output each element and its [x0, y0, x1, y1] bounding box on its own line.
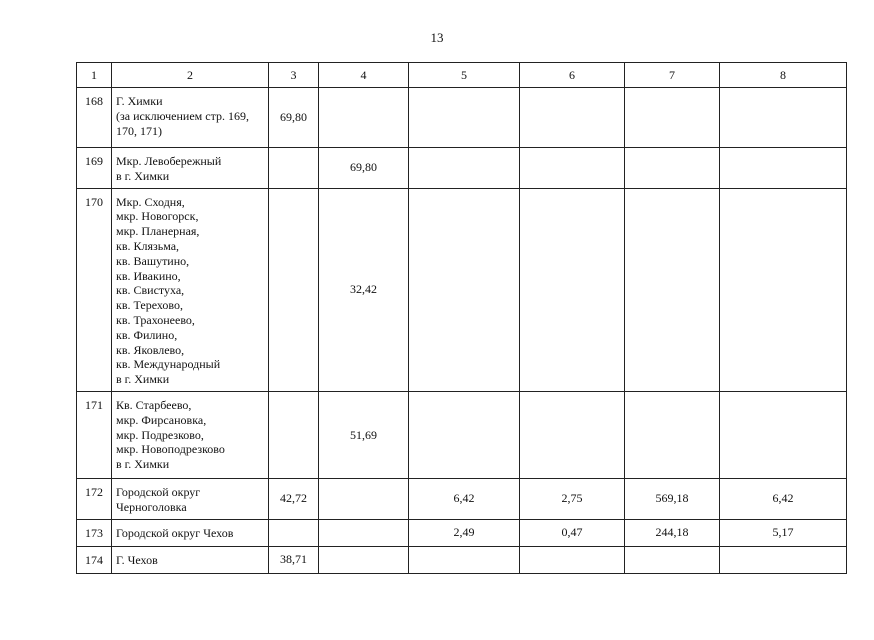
table-row [77, 88, 847, 148]
column-header-2: 2 [112, 63, 269, 88]
territory-name-line: кв. Трахонеево, [116, 312, 195, 327]
value-cell-c3 [269, 148, 319, 189]
value-cell-c3 [269, 391, 319, 478]
data-table [76, 62, 847, 574]
table-row [77, 519, 847, 546]
territory-name-line: мкр. Подрезково, [116, 427, 204, 442]
table-row [77, 478, 847, 519]
value-cell-c6 [520, 391, 625, 478]
value-cell-c3 [269, 188, 319, 391]
row-number: 171 [77, 391, 112, 478]
row-number: 169 [77, 148, 112, 189]
column-header-7: 7 [625, 63, 720, 88]
territory-name-line: кв. Яковлево, [116, 342, 185, 357]
territory-name [112, 391, 269, 478]
territory-name-line: в г. Химки [116, 457, 170, 472]
territory-name-line: Мкр. Сходня, [116, 194, 185, 209]
value-cell-c3 [269, 519, 319, 546]
value-cell-c6: 2,75 [520, 478, 625, 519]
territory-name-line: кв. Ивакино, [116, 268, 181, 283]
value-cell-c4: 69,80 [319, 148, 409, 189]
value-cell-c4 [319, 519, 409, 546]
value-cell-c5 [409, 88, 520, 148]
table-row [77, 188, 847, 391]
column-header-6: 6 [520, 63, 625, 88]
value-cell-c8 [720, 88, 847, 148]
table-row [77, 391, 847, 478]
territory-name-line: Г. Чехов [116, 552, 158, 567]
header-row [77, 63, 847, 88]
value-cell-c6 [520, 188, 625, 391]
table-body [77, 88, 847, 574]
value-cell-c6 [520, 88, 625, 148]
territory-name [112, 478, 269, 519]
territory-name-line: в г. Химки [116, 372, 170, 387]
value-cell-c8 [720, 391, 847, 478]
territory-name-line: Мкр. Левобережный [116, 154, 222, 168]
value-cell-c5 [409, 188, 520, 391]
territory-name-line: в г. Химки [116, 168, 170, 183]
territory-name-line: мкр. Новогорск, [116, 209, 199, 224]
value-cell-c8 [720, 188, 847, 391]
value-cell-c4 [319, 546, 409, 573]
row-number: 170 [77, 188, 112, 391]
territory-name-line: Городской округ Чехов [116, 525, 234, 540]
value-cell-c5 [409, 391, 520, 478]
territory-name-line: кв. Клязьма, [116, 238, 180, 253]
territory-name-line: кв. Свистуха, [116, 283, 185, 298]
territory-name-line: кв. Филино, [116, 327, 178, 342]
territory-name-line: мкр. Новоподрезково [116, 442, 225, 457]
value-cell-c6 [520, 148, 625, 189]
territory-name-line: Городской округ [116, 484, 201, 499]
value-cell-c8: 6,42 [720, 478, 847, 519]
territory-name-line: мкр. Фирсановка, [116, 412, 207, 427]
value-cell-c7: 569,18 [625, 478, 720, 519]
territory-name-line: кв. Вашутино, [116, 253, 190, 268]
territory-name [112, 148, 269, 189]
value-cell-c3: 38,71 [269, 546, 319, 573]
value-cell-c6 [520, 546, 625, 573]
territory-name [112, 519, 269, 546]
value-cell-c4 [319, 478, 409, 519]
territory-name-line: 170, 171) [116, 123, 162, 138]
row-number: 168 [77, 88, 112, 148]
value-cell-c7 [625, 546, 720, 573]
row-number: 173 [77, 519, 112, 546]
territory-name [112, 88, 269, 148]
column-header-8: 8 [720, 63, 847, 88]
column-header-5: 5 [409, 63, 520, 88]
value-cell-c3: 42,72 [269, 478, 319, 519]
territory-name-line: Черноголовка [116, 499, 187, 514]
value-cell-c5 [409, 148, 520, 189]
value-cell-c7 [625, 188, 720, 391]
territory-name-line: мкр. Планерная, [116, 224, 200, 239]
column-header-1: 1 [77, 63, 112, 88]
value-cell-c4: 32,42 [319, 188, 409, 391]
row-number: 172 [77, 478, 112, 519]
value-cell-c7: 244,18 [625, 519, 720, 546]
territory-name-line: кв. Терехово, [116, 298, 183, 313]
territory-name-line: кв. Международный [116, 357, 221, 372]
territory-name-line: (за исключением стр. 169, [116, 108, 249, 123]
value-cell-c4 [319, 88, 409, 148]
column-header-4: 4 [319, 63, 409, 88]
value-cell-c4: 51,69 [319, 391, 409, 478]
territory-name [112, 546, 269, 573]
value-cell-c3: 69,80 [269, 88, 319, 148]
row-number: 174 [77, 546, 112, 573]
value-cell-c7 [625, 391, 720, 478]
value-cell-c8 [720, 148, 847, 189]
territory-name-line: Г. Химки [116, 94, 163, 108]
value-cell-c5 [409, 546, 520, 573]
value-cell-c8 [720, 546, 847, 573]
value-cell-c6: 0,47 [520, 519, 625, 546]
value-cell-c7 [625, 148, 720, 189]
value-cell-c5: 6,42 [409, 478, 520, 519]
territory-name-line: Кв. Старбеево, [116, 397, 192, 412]
value-cell-c8: 5,17 [720, 519, 847, 546]
table-row [77, 546, 847, 573]
value-cell-c7 [625, 88, 720, 148]
column-header-3: 3 [269, 63, 319, 88]
value-cell-c5: 2,49 [409, 519, 520, 546]
page-number: 13 [430, 30, 444, 45]
territory-name [112, 188, 269, 391]
table-row [77, 148, 847, 189]
